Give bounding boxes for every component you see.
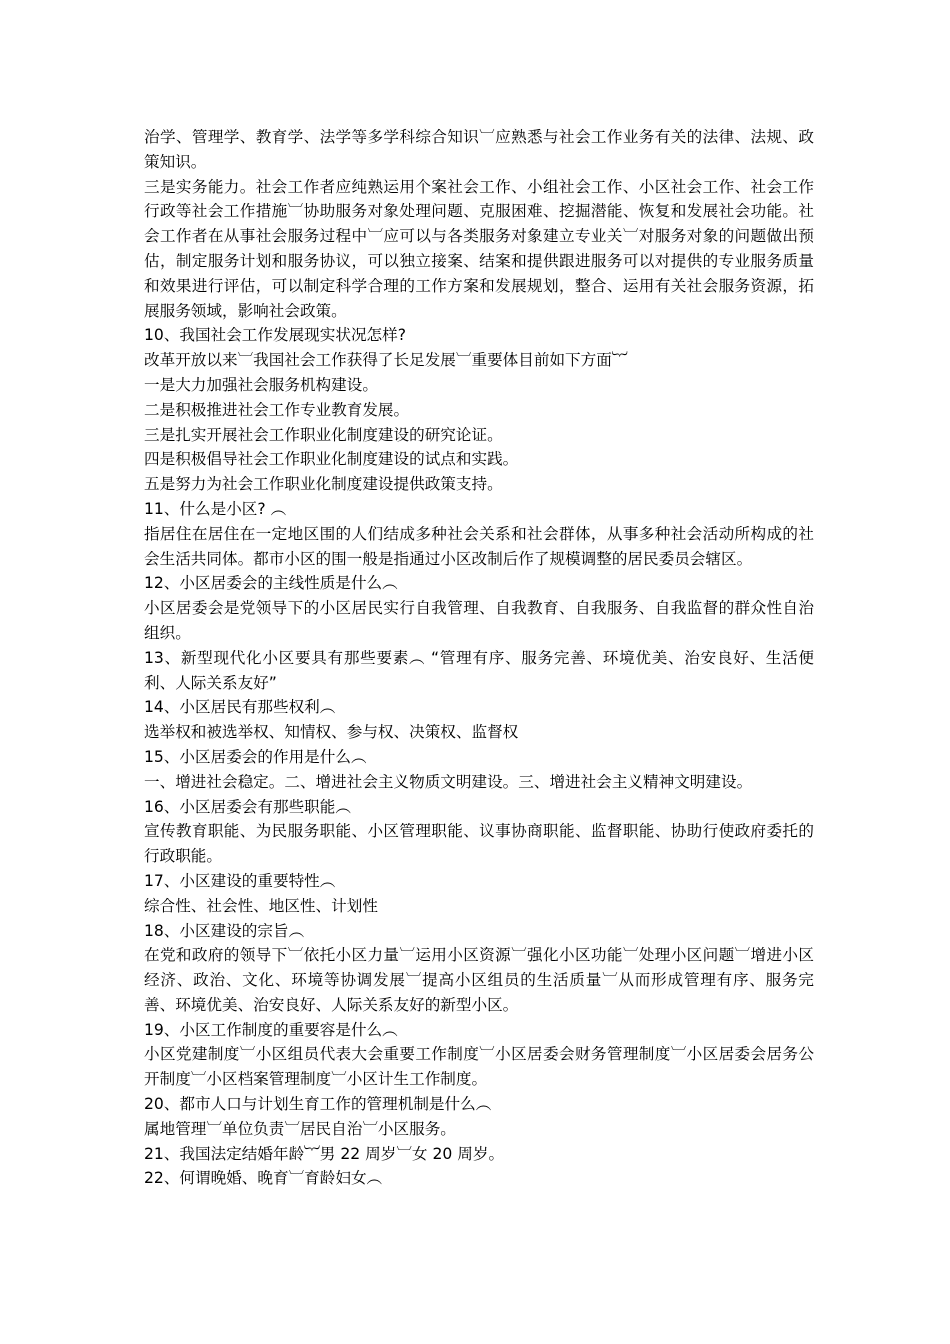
question-heading: 13、新型现代化小区要具有那些要素︵ “管理有序、服务完善、环境优美、治安良好、生活便利、人际关系友好” [144,648,814,692]
paragraph: 综合性、社会性、地区性、计划性 [144,896,378,915]
question-heading: 12、小区居委会的主线性质是什么︵ [144,574,398,593]
question-heading: 11、什么是小区? ︵ [144,499,287,518]
paragraph: 小区居委会是党领导下的小区居民实行自我管理、自我教育、自我服务、自我监督的群众性自治组织。 [144,599,814,642]
question-heading: 14、小区居民有那些权利︵ [144,698,336,717]
list-item: 五是努力为社会工作职业化制度建设提供政策支持。 [144,475,503,494]
list-item: 一是大力加强社会服务机构建设。 [144,375,378,394]
question-heading: 22、何谓晚婚、晚育︺育龄妇女︵ [144,1169,383,1188]
paragraph: 宣传教育职能、为民服务职能、小区管理职能、议事协商职能、监督职能、协助行使政府委托的行政职能。 [144,822,814,866]
paragraph: 一、增进社会稳定。二、增进社会主义物质文明建设。三、增进社会主义精神文明建设。 [144,772,753,791]
question-heading: 20、都市人口与计划生育工作的管理机制是什么︵ [144,1095,492,1114]
list-item: 四是积极倡导社会工作职业化制度建设的试点和实践。 [144,450,519,469]
document-body [144,125,814,1191]
paragraph: 三是实务能力。社会工作者应纯熟运用个案社会工作、小组社会工作、小区社会工作、社会工作行政等社会工作措施︺协助服务对象处理问题、克服困难、挖掘潜能、恢复和发展社会功能。社会工作者在从事社会服务过程中︺应可以与各类服务对象建立专业关︺对服务对象的问题做出预估，制定服务计划和服务协议，可以独立接案、结案和提供跟进服务可以对提供的专业服务质量和效果进行评估，可以制定科学合理的工作方案和发展规划，整合、运用有关社会服务资源，拓展服务领域，影响社会政策。 [144,177,814,320]
paragraph: 改革开放以来︺我国社会工作获得了长足发展︺重要体目前如下方面︸ [144,351,628,370]
question-heading: 17、小区建设的重要特性︵ [144,871,336,890]
question-heading: 18、小区建设的宗旨︵ [144,921,305,940]
question-heading: 19、小区工作制度的重要容是什么︵ [144,1020,398,1039]
paragraph: 小区党建制度︺小区组员代表大会重要工作制度︺小区居委会财务管理制度︺小区居委会居务公开制度︺小区档案管理制度︺小区计生工作制度。 [144,1045,814,1089]
question-heading: 15、小区居委会的作用是什么︵ [144,747,367,766]
paragraph: 选举权和被选举权、知情权、参与权、决策权、监督权 [144,723,519,742]
question-heading: 21、我国法定结婚年龄︸男 22 周岁︺女 20 周岁。 [144,1144,505,1163]
paragraph: 指居住在居住在一定地区围的人们结成多种社会关系和社会群体，从事多种社会活动所构成的社会生活共同体。都市小区的围一般是指通过小区改制后作了规模调整的居民委员会辖区。 [144,524,814,568]
paragraph: 在党和政府的领导下︺依托小区力量︺运用小区资源︺强化小区功能︺处理小区问题︺增进小区经济、政治、文化、环境等协调发展︺提高小区组员的生活质量︺从而形成管理有序、服务完善、环境优美、治安良好、人际关系友好的新型小区。 [144,946,814,1014]
list-item: 二是积极推进社会工作专业教育发展。 [144,400,410,419]
list-item: 三是扎实开展社会工作职业化制度建设的研究论证。 [144,425,503,444]
question-heading: 16、小区居委会有那些职能︵ [144,797,351,816]
question-heading: 10、我国社会工作发展现实状况怎样? [144,326,407,345]
paragraph: 治学、管理学、教育学、法学等多学科综合知识︺应熟悉与社会工作业务有关的法律、法规、政策知识。 [144,128,814,171]
paragraph: 属地管理︺单位负责︺居民自治︺小区服务。 [144,1119,456,1138]
